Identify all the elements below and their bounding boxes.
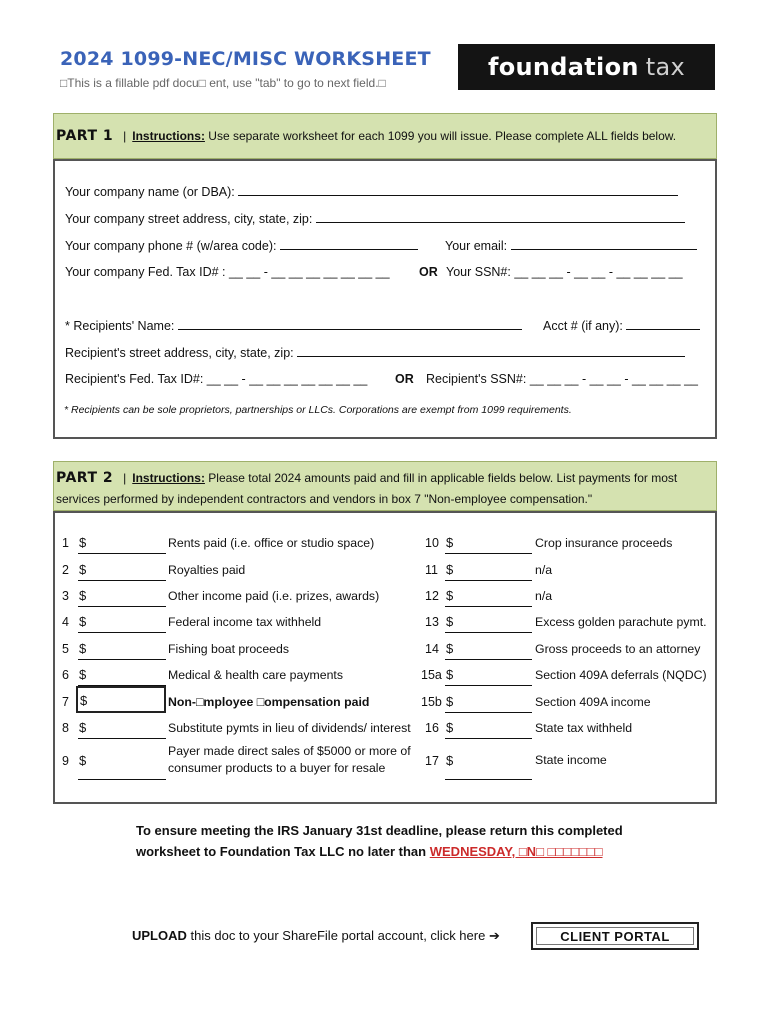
- fed-tax-id-label: Your company Fed. Tax ID# : __ __ - __ __ __ __ __ __ __: [65, 265, 390, 279]
- company-address-row: [65, 211, 685, 226]
- dollar-sign: $: [446, 614, 454, 629]
- dollar-sign: $: [79, 562, 87, 577]
- dollar-sign: $: [446, 535, 454, 550]
- amount-field-2[interactable]: [78, 580, 166, 581]
- box-desc: Section 409A income: [535, 695, 651, 709]
- amount-field-7-focused[interactable]: [76, 686, 166, 713]
- box-num: 4: [62, 615, 69, 629]
- or-label-2: OR: [395, 372, 414, 386]
- dollar-sign: $: [446, 694, 454, 709]
- your-ssn-row[interactable]: [446, 265, 683, 279]
- amount-field-1[interactable]: [78, 553, 166, 554]
- acct-row: [543, 318, 700, 333]
- company-name-label: Your company name (or DBA):: [65, 185, 235, 199]
- client-portal-button[interactable]: [531, 922, 699, 950]
- deadline-prefix: worksheet to Foundation Tax LLC no later than: [136, 844, 427, 859]
- email-field[interactable]: [511, 238, 697, 250]
- recipient-ssn-row[interactable]: [426, 372, 698, 386]
- box-num: 15a: [421, 668, 442, 682]
- upload-instruction: [132, 928, 500, 944]
- box-desc: Royalties paid: [168, 563, 246, 577]
- box-num: 8: [62, 721, 69, 735]
- email-row: [445, 238, 697, 253]
- dollar-sign: $: [446, 562, 454, 577]
- box-desc: Non-□mployee □ompensation paid: [168, 695, 370, 709]
- box-num: 2: [62, 563, 69, 577]
- amount-field-15a[interactable]: [445, 685, 532, 686]
- fillable-note: □This is a fillable pdf docu□ ent, use "tab" to go to next field.□: [60, 76, 386, 90]
- company-address-field[interactable]: [316, 211, 685, 223]
- recipient-address-row: [65, 345, 685, 360]
- recipient-name-label: * Recipients' Name:: [65, 319, 175, 333]
- part2-separator: |: [123, 471, 127, 485]
- box-desc: Section 409A deferrals (NQDC): [535, 668, 707, 682]
- dollar-sign: $: [79, 588, 87, 603]
- box-desc: Gross proceeds to an attorney: [535, 642, 701, 656]
- or-label: OR: [419, 265, 438, 279]
- box-num: 9: [62, 754, 69, 768]
- company-phone-label: Your company phone # (w/area code):: [65, 239, 277, 253]
- part2-instructions-text: Please total 2024 amounts paid and fill in applicable fields below. List payments for most: [208, 471, 678, 485]
- box-desc: Federal income tax withheld: [168, 615, 322, 629]
- box-desc: n/a: [535, 563, 553, 577]
- box-desc: State income: [535, 753, 607, 767]
- recipient-name-field[interactable]: [178, 318, 522, 330]
- part1-label: PART 1: [56, 128, 114, 144]
- box-num: 12: [425, 589, 439, 603]
- box-desc: Crop insurance proceeds: [535, 536, 673, 550]
- part1-separator: |: [123, 129, 127, 143]
- amount-field-9[interactable]: [78, 779, 166, 780]
- client-portal-label: CLIENT PORTAL: [536, 927, 694, 945]
- box-desc: Excess golden parachute pymt.: [535, 615, 707, 629]
- dollar-sign: $: [79, 720, 87, 735]
- recipient-address-label: Recipient's street address, city, state, zip:: [65, 346, 294, 360]
- deadline-notice: [136, 820, 623, 862]
- box-num: 5: [62, 642, 69, 656]
- part2-label: PART 2: [56, 470, 114, 486]
- company-phone-field[interactable]: [280, 238, 418, 250]
- deadline-date: WEDNESDAY, □N□ □□□□□□□: [429, 844, 603, 859]
- deadline-line2: [136, 841, 623, 862]
- box-desc-multiline: [168, 743, 411, 777]
- deadline-line1: To ensure meeting the IRS January 31st deadline, please return this completed: [136, 823, 623, 838]
- amount-field-5[interactable]: [78, 659, 166, 660]
- dollar-sign: $: [446, 720, 454, 735]
- email-label: Your email:: [445, 239, 508, 253]
- box-num: 14: [425, 642, 439, 656]
- amount-field-10[interactable]: [445, 553, 532, 554]
- recipients-note: * Recipients can be sole proprietors, partnerships or LLCs. Corporations are exempt from 1099 requirements.: [64, 404, 572, 416]
- box-num: 17: [425, 754, 439, 768]
- company-name-field[interactable]: [238, 184, 678, 196]
- box-desc-line: Payer made direct sales of $5000 or more of: [168, 744, 411, 758]
- box-desc: Other income paid (i.e. prizes, awards): [168, 589, 380, 603]
- box-num: 11: [425, 563, 438, 577]
- box-desc: State tax withheld: [535, 721, 633, 735]
- dollar-sign: $: [79, 535, 87, 550]
- box-desc: Medical & health care payments: [168, 668, 343, 682]
- dollar-sign: $: [79, 753, 87, 768]
- logo-primary: foundation: [488, 53, 639, 81]
- company-address-label: Your company street address, city, state, zip:: [65, 212, 313, 226]
- dollar-sign: $: [446, 753, 454, 768]
- part1-header: [53, 113, 717, 159]
- box-desc-line: consumer products to a buyer for resale: [168, 761, 386, 775]
- amount-field-17[interactable]: [445, 779, 532, 780]
- recipient-ssn-label: Recipient's SSN#: __ __ __ - __ __ - __ __ __ __: [426, 372, 699, 386]
- box-desc: n/a: [535, 589, 553, 603]
- amount-field-13[interactable]: [445, 632, 532, 633]
- box-num: 1: [62, 536, 69, 550]
- dollar-sign: $: [446, 588, 454, 603]
- dollar-sign: $: [79, 667, 87, 682]
- acct-field[interactable]: [626, 318, 700, 330]
- logo-secondary: tax: [645, 53, 685, 81]
- amount-field-12[interactable]: [445, 606, 532, 607]
- part1-instructions-label: Instructions:: [132, 129, 205, 143]
- box-num: 6: [62, 668, 69, 682]
- box-desc: Rents paid (i.e. office or studio space): [168, 536, 375, 550]
- upload-bold: UPLOAD: [132, 928, 187, 943]
- part1-instructions: [56, 128, 676, 144]
- amount-field-11[interactable]: [445, 580, 532, 581]
- box-num: 7: [62, 695, 69, 709]
- acct-label: Acct # (if any):: [543, 319, 623, 333]
- dollar-sign: $: [80, 693, 88, 708]
- upload-text: this doc to your ShareFile portal account, click here: [190, 928, 486, 943]
- recipient-fed-tax-id-row[interactable]: [65, 372, 367, 386]
- amount-field-4[interactable]: [78, 632, 166, 633]
- dollar-sign: $: [79, 614, 87, 629]
- foundation-tax-logo: [458, 44, 715, 90]
- your-ssn-label: Your SSN#: __ __ __ - __ __ - __ __ __ __: [446, 265, 683, 279]
- fed-tax-id-row[interactable]: [65, 265, 390, 279]
- amount-field-15b[interactable]: [445, 712, 532, 713]
- amount-field-3[interactable]: [78, 606, 166, 607]
- part2-instructions-line2: services performed by independent contractors and vendors in box 7 "Non-employee compensation.": [56, 492, 593, 506]
- amount-field-16[interactable]: [445, 738, 532, 739]
- part2-instructions-line1: [56, 470, 677, 486]
- box-num: 10: [425, 536, 439, 550]
- box-num: 13: [425, 615, 439, 629]
- part1-instructions-text: Use separate worksheet for each 1099 you will issue. Please complete ALL fields below.: [208, 129, 677, 143]
- recipient-fed-tax-id-label: Recipient's Fed. Tax ID#: __ __ - __ __ __ __ __ __ __: [65, 372, 368, 386]
- dollar-sign: $: [446, 641, 454, 656]
- box-num: 15b: [421, 695, 442, 709]
- recipient-address-field[interactable]: [297, 345, 685, 357]
- amount-field-14[interactable]: [445, 659, 532, 660]
- dollar-sign: $: [446, 667, 454, 682]
- worksheet-title: 2024 1099-NEC/MISC WORKSHEET: [60, 48, 431, 70]
- amount-field-8[interactable]: [78, 738, 166, 739]
- dollar-sign: $: [79, 641, 87, 656]
- box-desc: Substitute pymts in lieu of dividends/ interest: [168, 721, 411, 735]
- company-name-row: [65, 184, 678, 199]
- box-desc: Fishing boat proceeds: [168, 642, 289, 656]
- part2-header: [53, 461, 717, 511]
- part1-fields: [53, 159, 717, 439]
- box-num: 16: [425, 721, 439, 735]
- right-arrow-icon: ➔: [488, 928, 500, 943]
- box-num: 3: [62, 589, 69, 603]
- company-phone-row: [65, 238, 418, 253]
- part2-instructions-label: Instructions:: [132, 471, 205, 485]
- recipient-name-row: [65, 318, 522, 333]
